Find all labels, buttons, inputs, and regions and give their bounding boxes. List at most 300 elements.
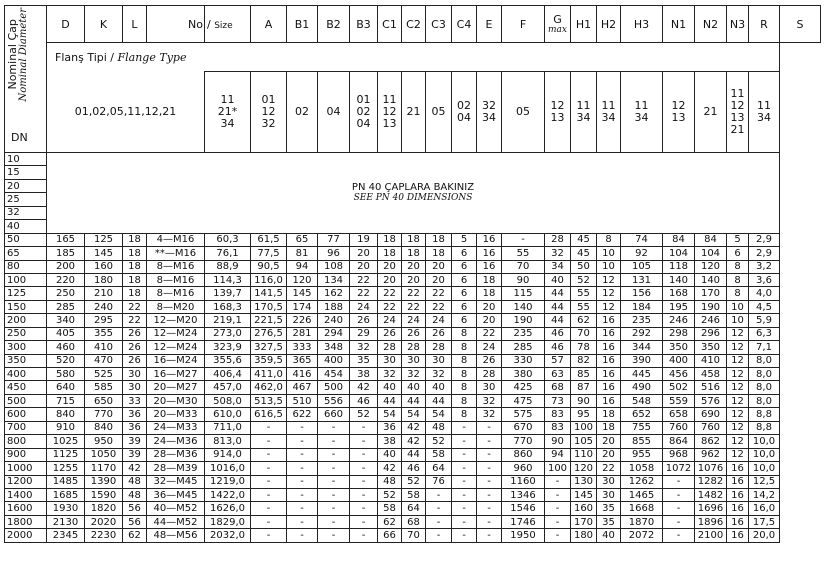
dn-cell: 500 xyxy=(5,394,47,407)
table-cell: 55 xyxy=(571,300,597,313)
table-cell: 170 xyxy=(695,287,727,300)
table-cell: 330 xyxy=(502,354,545,367)
table-cell: 548 xyxy=(621,394,663,407)
col-header-b2: B2 xyxy=(318,6,350,43)
table-cell: - xyxy=(663,475,695,488)
table-cell: 195 xyxy=(663,300,695,313)
table-cell: 445 xyxy=(621,368,663,381)
table-cell: 44 xyxy=(545,300,571,313)
table-row xyxy=(5,475,821,488)
table-cell: 60,3 xyxy=(205,233,251,246)
dn-cell: 100 xyxy=(5,273,47,286)
table-cell: 12 xyxy=(727,341,749,354)
table-cell: - xyxy=(251,435,287,448)
table-cell: 16 xyxy=(597,327,621,340)
table-cell: - xyxy=(452,448,477,461)
table-cell: 52 xyxy=(378,488,402,501)
table-cell: 40 xyxy=(378,381,402,394)
table-cell: - xyxy=(350,475,378,488)
table-cell: - xyxy=(545,515,571,528)
table-cell: 28 xyxy=(477,368,502,381)
table-cell: 1050 xyxy=(85,448,123,461)
dn-cell: 900 xyxy=(5,448,47,461)
table-cell: 73 xyxy=(545,394,571,407)
dn-cell: 200 xyxy=(5,314,47,327)
col-header-h2: H2 xyxy=(597,6,621,43)
dn-cell: 300 xyxy=(5,341,47,354)
table-cell: 40 xyxy=(597,529,621,542)
table-row xyxy=(5,287,821,300)
table-cell: 250 xyxy=(47,287,85,300)
table-cell: 30 xyxy=(597,475,621,488)
table-cell: 2230 xyxy=(85,529,123,542)
table-cell: 475 xyxy=(502,394,545,407)
table-cell: 95 xyxy=(571,408,597,421)
codes-h3: 11 34 xyxy=(597,72,621,153)
table-cell: 26 xyxy=(123,341,147,354)
table-cell: 35 xyxy=(350,354,378,367)
table-cell: 17,5 xyxy=(749,515,780,528)
table-cell: 400 xyxy=(318,354,350,367)
table-cell: 470 xyxy=(85,354,123,367)
table-cell: 26 xyxy=(378,327,402,340)
table-cell: 344 xyxy=(621,341,663,354)
table-cell: 1482 xyxy=(695,488,727,501)
table-cell: 26 xyxy=(426,327,452,340)
table-cell: 760 xyxy=(695,421,727,434)
table-cell: 1072 xyxy=(663,462,695,475)
table-cell: 131 xyxy=(621,273,663,286)
table-cell: 77 xyxy=(318,233,350,246)
table-cell: 62 xyxy=(123,529,147,542)
table-cell: 22 xyxy=(402,287,426,300)
table-cell: 84 xyxy=(663,233,695,246)
table-cell: 70 xyxy=(502,260,545,273)
table-cell: 42 xyxy=(402,421,426,434)
table-cell: - xyxy=(251,448,287,461)
table-cell: 94 xyxy=(545,448,571,461)
table-cell: 145 xyxy=(85,247,123,260)
table-cell: 20 xyxy=(350,247,378,260)
table-cell: 52 xyxy=(350,408,378,421)
table-cell: 18 xyxy=(378,233,402,246)
table-cell: 6 xyxy=(452,287,477,300)
table-cell: 12 xyxy=(597,300,621,313)
table-cell: 226 xyxy=(287,314,318,327)
table-cell: 1668 xyxy=(621,502,663,515)
dn-cell: 125 xyxy=(5,287,47,300)
table-cell: 12 xyxy=(727,435,749,448)
table-cell: 1465 xyxy=(621,488,663,501)
table-cell: 105 xyxy=(571,435,597,448)
table-cell: 333 xyxy=(287,341,318,354)
table-cell: 20 xyxy=(378,273,402,286)
table-cell: 490 xyxy=(621,381,663,394)
table-cell: - xyxy=(477,475,502,488)
table-cell: 660 xyxy=(318,408,350,421)
table-cell: 35 xyxy=(597,515,621,528)
table-cell: 16,0 xyxy=(749,502,780,515)
table-cell: 48 xyxy=(426,421,452,434)
table-cell: - xyxy=(287,488,318,501)
table-cell: 45 xyxy=(571,233,597,246)
table-cell: 18 xyxy=(123,273,147,286)
nominal-diameter-header xyxy=(5,6,47,153)
table-cell: 32 xyxy=(477,394,502,407)
table-cell: 30 xyxy=(378,354,402,367)
col-header-d: D xyxy=(47,6,85,43)
table-cell: 8 xyxy=(452,394,477,407)
table-cell: 652 xyxy=(621,408,663,421)
table-cell: 54 xyxy=(426,408,452,421)
table-cell: - xyxy=(350,488,378,501)
table-cell: 711,0 xyxy=(205,421,251,434)
table-cell: 8 xyxy=(452,354,477,367)
table-cell: 1025 xyxy=(47,435,85,448)
table-cell: 42 xyxy=(350,381,378,394)
table-cell: 12 xyxy=(597,287,621,300)
table-cell: 20 xyxy=(426,273,452,286)
codes-h1: 12 13 xyxy=(545,72,571,153)
table-cell: 24—M36 xyxy=(147,435,205,448)
codes-b1: 01 12 32 xyxy=(251,72,287,153)
table-cell: 141,5 xyxy=(251,287,287,300)
table-cell: - xyxy=(318,448,350,461)
table-cell: 30 xyxy=(402,354,426,367)
table-cell: 48—M56 xyxy=(147,529,205,542)
table-cell: 40—M52 xyxy=(147,502,205,515)
table-row xyxy=(5,529,821,542)
table-row xyxy=(5,300,821,313)
codes-e: 02 04 xyxy=(452,72,477,153)
table-cell: 32 xyxy=(378,368,402,381)
table-cell: 1346 xyxy=(502,488,545,501)
table-cell: 16—M24 xyxy=(147,354,205,367)
table-cell: 355 xyxy=(85,327,123,340)
table-cell: - xyxy=(350,502,378,515)
table-cell: 26 xyxy=(350,314,378,327)
table-cell: 30 xyxy=(597,488,621,501)
table-cell: 2,9 xyxy=(749,233,780,246)
table-cell: 16 xyxy=(727,502,749,515)
col-header-c2: C2 xyxy=(402,6,426,43)
table-cell: 359,5 xyxy=(251,354,287,367)
dn-cell: 1800 xyxy=(5,515,47,528)
table-cell: 327,5 xyxy=(251,341,287,354)
table-cell: 36—M45 xyxy=(147,488,205,501)
table-cell: - xyxy=(318,529,350,542)
table-cell: 410 xyxy=(695,354,727,367)
table-cell: 962 xyxy=(695,448,727,461)
table-cell: 6 xyxy=(452,273,477,286)
table-cell: 32 xyxy=(402,368,426,381)
table-cell: 1058 xyxy=(621,462,663,475)
table-cell: 2032,0 xyxy=(205,529,251,542)
table-cell: 26 xyxy=(123,327,147,340)
table-cell: 1076 xyxy=(695,462,727,475)
table-cell: 16 xyxy=(597,354,621,367)
table-cell: 16 xyxy=(597,381,621,394)
table-cell: 8,8 xyxy=(749,421,780,434)
dn-cell: 250 xyxy=(5,327,47,340)
table-cell: 184 xyxy=(621,300,663,313)
table-row xyxy=(5,381,821,394)
table-cell: 58 xyxy=(378,502,402,515)
table-cell: 855 xyxy=(621,435,663,448)
table-cell: 585 xyxy=(85,381,123,394)
table-cell: 48 xyxy=(123,475,147,488)
table-cell: - xyxy=(350,529,378,542)
table-cell: 8 xyxy=(452,408,477,421)
table-row xyxy=(5,327,821,340)
table-cell: 44—M52 xyxy=(147,515,205,528)
table-cell: 35 xyxy=(597,502,621,515)
table-cell: - xyxy=(251,475,287,488)
table-cell: 160 xyxy=(85,260,123,273)
table-cell: 130 xyxy=(571,475,597,488)
table-cell: 20—M30 xyxy=(147,394,205,407)
table-cell: 516 xyxy=(695,381,727,394)
dn-cell: 2000 xyxy=(5,529,47,542)
codes-b3: 04 xyxy=(318,72,350,153)
small-dn-section xyxy=(5,153,821,234)
table-cell: 116,0 xyxy=(251,273,287,286)
table-cell: 576 xyxy=(695,394,727,407)
table-cell: 48 xyxy=(378,475,402,488)
table-cell: **—M16 xyxy=(147,247,205,260)
table-cell: 862 xyxy=(695,435,727,448)
table-cell: - xyxy=(287,475,318,488)
table-cell: - xyxy=(663,488,695,501)
table-cell: 24 xyxy=(378,314,402,327)
table-cell: 2,9 xyxy=(749,247,780,260)
table-cell: 246 xyxy=(663,314,695,327)
table-cell: 140 xyxy=(695,273,727,286)
table-cell: - xyxy=(251,502,287,515)
table-cell: 1896 xyxy=(695,515,727,528)
table-cell: 56 xyxy=(123,502,147,515)
table-cell: - xyxy=(502,233,545,246)
table-cell: 20 xyxy=(402,273,426,286)
table-cell: 140 xyxy=(663,273,695,286)
dn-cell: 600 xyxy=(5,408,47,421)
table-cell: 39 xyxy=(123,435,147,448)
dn-cell: 1600 xyxy=(5,502,47,515)
col-header-l: L xyxy=(123,6,147,43)
table-cell: 22 xyxy=(426,287,452,300)
table-cell: 90 xyxy=(545,435,571,448)
pn40-reference-note xyxy=(47,153,780,234)
table-cell: 32 xyxy=(350,341,378,354)
table-cell: 7,1 xyxy=(749,341,780,354)
dn-cell: 450 xyxy=(5,381,47,394)
table-cell: 276,5 xyxy=(251,327,287,340)
table-cell: 24 xyxy=(402,314,426,327)
table-cell: 298 xyxy=(663,327,695,340)
table-cell: 42 xyxy=(402,435,426,448)
codes-a: 11 21* 34 xyxy=(205,72,251,153)
table-cell: 2100 xyxy=(695,529,727,542)
dn-cell: 150 xyxy=(5,300,47,313)
table-cell: 52 xyxy=(426,435,452,448)
table-cell: 390 xyxy=(621,354,663,367)
col-header-n3: N3 xyxy=(727,6,749,43)
table-cell: 18 xyxy=(123,247,147,260)
table-cell: 168 xyxy=(663,287,695,300)
table-cell: 1746 xyxy=(502,515,545,528)
table-cell: 32—M45 xyxy=(147,475,205,488)
col-header-s: S xyxy=(780,6,821,43)
table-cell: 1870 xyxy=(621,515,663,528)
table-cell: 22 xyxy=(350,287,378,300)
table-cell: 36 xyxy=(378,421,402,434)
table-cell: 110 xyxy=(571,448,597,461)
table-cell: 18 xyxy=(426,233,452,246)
table-cell: 180 xyxy=(571,529,597,542)
table-cell: 16 xyxy=(477,247,502,260)
codes-c3: 21 xyxy=(402,72,426,153)
table-cell: - xyxy=(350,421,378,434)
table-cell: 8,0 xyxy=(749,354,780,367)
table-cell: - xyxy=(287,462,318,475)
table-cell: 104 xyxy=(663,247,695,260)
table-cell: 84 xyxy=(695,233,727,246)
col-header-f: F xyxy=(502,6,545,43)
table-cell: 5 xyxy=(727,233,749,246)
dn-cell: 700 xyxy=(5,421,47,434)
table-cell: 348 xyxy=(318,341,350,354)
table-row xyxy=(5,448,821,461)
table-cell: 1282 xyxy=(695,475,727,488)
table-cell: 68 xyxy=(402,515,426,528)
dn-cell: 1000 xyxy=(5,462,47,475)
table-cell: 968 xyxy=(663,448,695,461)
table-cell: 240 xyxy=(318,314,350,327)
table-cell: 62 xyxy=(378,515,402,528)
table-cell: 1262 xyxy=(621,475,663,488)
col-header-b1: B1 xyxy=(287,6,318,43)
col-header-r: R xyxy=(749,6,780,43)
table-cell: 323,9 xyxy=(205,341,251,354)
col-header-size: / Size xyxy=(205,6,251,43)
table-cell: 1170 xyxy=(85,462,123,475)
table-cell: 44 xyxy=(378,394,402,407)
table-cell: 134 xyxy=(318,273,350,286)
table-cell: 1590 xyxy=(85,488,123,501)
table-cell: 5,9 xyxy=(749,314,780,327)
table-cell: 960 xyxy=(502,462,545,475)
table-cell: 235 xyxy=(621,314,663,327)
table-cell: - xyxy=(318,421,350,434)
table-cell: 18 xyxy=(402,233,426,246)
table-cell: 1546 xyxy=(502,502,545,515)
table-cell: 139,7 xyxy=(205,287,251,300)
table-cell: 30 xyxy=(477,381,502,394)
table-cell: 285 xyxy=(502,341,545,354)
table-cell: 410 xyxy=(85,341,123,354)
table-row xyxy=(5,314,821,327)
table-cell: 8—M16 xyxy=(147,287,205,300)
table-cell: 520 xyxy=(47,354,85,367)
col-header-a: A xyxy=(251,6,287,43)
table-cell: 12 xyxy=(727,354,749,367)
table-cell: 380 xyxy=(502,368,545,381)
table-cell: 467 xyxy=(287,381,318,394)
table-cell: 955 xyxy=(621,448,663,461)
table-cell: 76,1 xyxy=(205,247,251,260)
table-cell: 2130 xyxy=(47,515,85,528)
table-cell: 174 xyxy=(287,300,318,313)
table-cell: 74 xyxy=(621,233,663,246)
table-cell: 12 xyxy=(727,368,749,381)
table-cell: 622 xyxy=(287,408,318,421)
table-cell: - xyxy=(452,488,477,501)
table-cell: 65 xyxy=(287,233,318,246)
dn-cell: 10 xyxy=(5,153,47,166)
table-cell: - xyxy=(426,488,452,501)
table-cell: 8,8 xyxy=(749,408,780,421)
table-cell: 100 xyxy=(571,421,597,434)
table-cell: 55 xyxy=(571,287,597,300)
table-cell: 220 xyxy=(47,273,85,286)
table-cell: 55 xyxy=(502,247,545,260)
table-cell: 650 xyxy=(85,394,123,407)
table-cell: 115 xyxy=(502,287,545,300)
table-cell: 24 xyxy=(350,300,378,313)
dn-cell: 800 xyxy=(5,435,47,448)
table-cell: 168,3 xyxy=(205,300,251,313)
table-cell: 1125 xyxy=(47,448,85,461)
table-cell: - xyxy=(287,435,318,448)
table-cell: 580 xyxy=(47,368,85,381)
table-cell: 12 xyxy=(727,394,749,407)
table-cell: 1950 xyxy=(502,529,545,542)
table-cell: 22 xyxy=(402,300,426,313)
dimension-rows xyxy=(5,233,821,542)
table-cell: 20 xyxy=(426,260,452,273)
table-cell: - xyxy=(251,529,287,542)
table-cell: 105 xyxy=(621,260,663,273)
table-cell: 180 xyxy=(85,273,123,286)
table-cell: 48 xyxy=(123,488,147,501)
table-cell: 4,5 xyxy=(749,300,780,313)
table-cell: 22 xyxy=(350,273,378,286)
dn-cell: 350 xyxy=(5,354,47,367)
table-cell: 12 xyxy=(727,381,749,394)
table-row xyxy=(5,502,821,515)
table-cell: 156 xyxy=(621,287,663,300)
table-cell: 145 xyxy=(287,287,318,300)
table-cell: - xyxy=(452,421,477,434)
table-cell: 83 xyxy=(545,421,571,434)
table-cell: 16 xyxy=(597,394,621,407)
flange-type-row xyxy=(5,43,821,72)
table-cell: 40 xyxy=(545,273,571,286)
table-cell: - xyxy=(545,475,571,488)
table-cell: 18 xyxy=(426,247,452,260)
table-cell: 190 xyxy=(695,300,727,313)
table-cell: - xyxy=(663,502,695,515)
table-cell: 76 xyxy=(426,475,452,488)
table-cell: 18 xyxy=(123,287,147,300)
table-cell: 46 xyxy=(545,341,571,354)
table-cell: 6 xyxy=(452,260,477,273)
table-cell: 1219,0 xyxy=(205,475,251,488)
table-cell: 502 xyxy=(663,381,695,394)
table-cell: - xyxy=(477,502,502,515)
col-header-g: G max xyxy=(545,6,571,43)
table-cell: 556 xyxy=(318,394,350,407)
